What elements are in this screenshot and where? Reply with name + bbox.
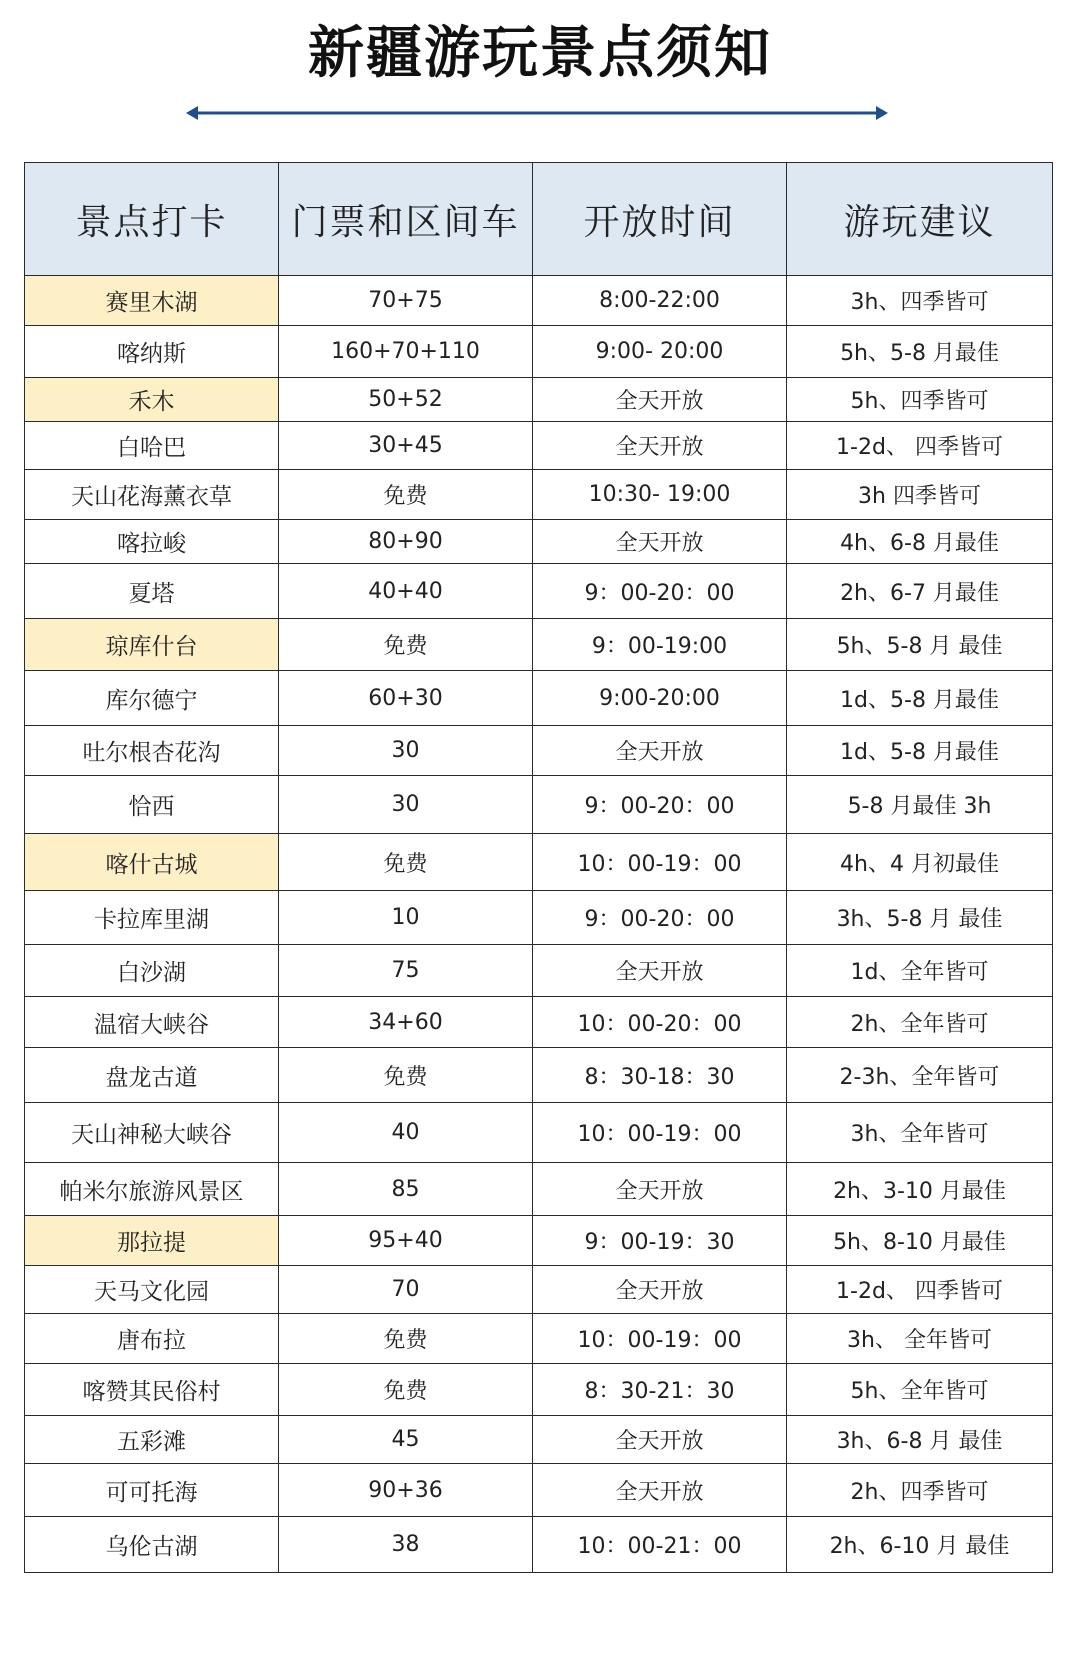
cell-spot: 喀什古城 bbox=[25, 834, 279, 891]
table-row bbox=[25, 1364, 1053, 1416]
cell-spot: 天马文化园 bbox=[25, 1266, 279, 1314]
cell-hours: 全天开放 bbox=[533, 520, 787, 564]
cell-spot: 那拉提 bbox=[25, 1216, 279, 1266]
header-spot: 景点打卡 bbox=[25, 163, 279, 276]
cell-hours: 全天开放 bbox=[533, 1266, 787, 1314]
cell-advice: 5h、5-8 月 最佳 bbox=[787, 619, 1053, 671]
cell-ticket: 34+60 bbox=[279, 997, 533, 1048]
cell-ticket: 45 bbox=[279, 1416, 533, 1464]
cell-spot: 可可托海 bbox=[25, 1464, 279, 1517]
cell-hours: 全天开放 bbox=[533, 726, 787, 776]
table-row bbox=[25, 776, 1053, 834]
cell-hours: 全天开放 bbox=[533, 422, 787, 470]
table-row bbox=[25, 945, 1053, 997]
cell-ticket: 85 bbox=[279, 1163, 533, 1216]
cell-ticket: 40+40 bbox=[279, 564, 533, 619]
cell-ticket: 免费 bbox=[279, 1314, 533, 1364]
cell-advice: 5h、8-10 月最佳 bbox=[787, 1216, 1053, 1266]
cell-hours: 9：00-20：00 bbox=[533, 564, 787, 619]
table-row bbox=[25, 1416, 1053, 1464]
table-row bbox=[25, 671, 1053, 726]
cell-spot: 禾木 bbox=[25, 378, 279, 422]
cell-advice: 1d、5-8 月最佳 bbox=[787, 726, 1053, 776]
cell-advice: 5h、全年皆可 bbox=[787, 1364, 1053, 1416]
cell-hours: 全天开放 bbox=[533, 1416, 787, 1464]
cell-hours: 9:00-20:00 bbox=[533, 671, 787, 726]
cell-ticket: 30 bbox=[279, 726, 533, 776]
cell-ticket: 40 bbox=[279, 1103, 533, 1163]
header-hours: 开放时间 bbox=[533, 163, 787, 276]
cell-hours: 8:00-22:00 bbox=[533, 276, 787, 326]
cell-ticket: 30 bbox=[279, 776, 533, 834]
cell-advice: 3h、5-8 月 最佳 bbox=[787, 891, 1053, 945]
cell-spot: 白哈巴 bbox=[25, 422, 279, 470]
cell-spot: 喀拉峻 bbox=[25, 520, 279, 564]
cell-hours: 9：00-19：30 bbox=[533, 1216, 787, 1266]
cell-spot: 五彩滩 bbox=[25, 1416, 279, 1464]
table-row bbox=[25, 1048, 1053, 1103]
cell-spot: 天山神秘大峡谷 bbox=[25, 1103, 279, 1163]
cell-spot: 夏塔 bbox=[25, 564, 279, 619]
table-row bbox=[25, 422, 1053, 470]
cell-spot: 琼库什台 bbox=[25, 619, 279, 671]
table-row bbox=[25, 726, 1053, 776]
cell-hours: 全天开放 bbox=[533, 378, 787, 422]
cell-ticket: 160+70+110 bbox=[279, 326, 533, 378]
cell-ticket: 50+52 bbox=[279, 378, 533, 422]
cell-advice: 5h、5-8 月最佳 bbox=[787, 326, 1053, 378]
cell-ticket: 38 bbox=[279, 1517, 533, 1573]
cell-ticket: 90+36 bbox=[279, 1464, 533, 1517]
table-row bbox=[25, 1517, 1053, 1573]
cell-advice: 1d、全年皆可 bbox=[787, 945, 1053, 997]
cell-advice: 2h、四季皆可 bbox=[787, 1464, 1053, 1517]
table-header-row bbox=[25, 163, 1053, 276]
header-advice: 游玩建议 bbox=[787, 163, 1053, 276]
cell-hours: 10：00-19：00 bbox=[533, 1103, 787, 1163]
cell-advice: 1d、5-8 月最佳 bbox=[787, 671, 1053, 726]
cell-ticket: 95+40 bbox=[279, 1216, 533, 1266]
table-row bbox=[25, 564, 1053, 619]
cell-ticket: 30+45 bbox=[279, 422, 533, 470]
cell-ticket: 免费 bbox=[279, 470, 533, 520]
cell-hours: 10:30- 19:00 bbox=[533, 470, 787, 520]
table-row bbox=[25, 1216, 1053, 1266]
cell-ticket: 免费 bbox=[279, 1364, 533, 1416]
cell-spot: 喀赞其民俗村 bbox=[25, 1364, 279, 1416]
cell-hours: 10：00-19：00 bbox=[533, 1314, 787, 1364]
table-row bbox=[25, 276, 1053, 326]
cell-ticket: 免费 bbox=[279, 1048, 533, 1103]
cell-hours: 9：00-20：00 bbox=[533, 776, 787, 834]
cell-ticket: 75 bbox=[279, 945, 533, 997]
table-row bbox=[25, 619, 1053, 671]
cell-ticket: 10 bbox=[279, 891, 533, 945]
cell-ticket: 60+30 bbox=[279, 671, 533, 726]
attractions-table bbox=[24, 162, 1053, 1573]
cell-spot: 库尔德宁 bbox=[25, 671, 279, 726]
cell-advice: 2h、6-10 月 最佳 bbox=[787, 1517, 1053, 1573]
cell-advice: 4h、4 月初最佳 bbox=[787, 834, 1053, 891]
cell-spot: 天山花海薰衣草 bbox=[25, 470, 279, 520]
table-row bbox=[25, 1103, 1053, 1163]
table-row bbox=[25, 997, 1053, 1048]
cell-hours: 全天开放 bbox=[533, 945, 787, 997]
cell-spot: 白沙湖 bbox=[25, 945, 279, 997]
table-row bbox=[25, 470, 1053, 520]
cell-spot: 吐尔根杏花沟 bbox=[25, 726, 279, 776]
table-row bbox=[25, 1163, 1053, 1216]
table-row bbox=[25, 1266, 1053, 1314]
cell-spot: 赛里木湖 bbox=[25, 276, 279, 326]
cell-hours: 9：00-20：00 bbox=[533, 891, 787, 945]
table-row bbox=[25, 326, 1053, 378]
cell-ticket: 免费 bbox=[279, 834, 533, 891]
cell-hours: 8：30-18：30 bbox=[533, 1048, 787, 1103]
cell-advice: 3h、四季皆可 bbox=[787, 276, 1053, 326]
cell-hours: 10：00-21：00 bbox=[533, 1517, 787, 1573]
cell-advice: 5-8 月最佳 3h bbox=[787, 776, 1053, 834]
cell-advice: 5h、四季皆可 bbox=[787, 378, 1053, 422]
cell-hours: 全天开放 bbox=[533, 1163, 787, 1216]
cell-spot: 温宿大峡谷 bbox=[25, 997, 279, 1048]
cell-spot: 乌伦古湖 bbox=[25, 1517, 279, 1573]
cell-advice: 2h、3-10 月最佳 bbox=[787, 1163, 1053, 1216]
table-row bbox=[25, 520, 1053, 564]
cell-advice: 3h、6-8 月 最佳 bbox=[787, 1416, 1053, 1464]
cell-spot: 喀纳斯 bbox=[25, 326, 279, 378]
cell-ticket: 80+90 bbox=[279, 520, 533, 564]
table-row bbox=[25, 378, 1053, 422]
cell-advice: 2h、全年皆可 bbox=[787, 997, 1053, 1048]
cell-spot: 卡拉库里湖 bbox=[25, 891, 279, 945]
cell-hours: 10：00-20：00 bbox=[533, 997, 787, 1048]
cell-hours: 9:00- 20:00 bbox=[533, 326, 787, 378]
cell-spot: 恰西 bbox=[25, 776, 279, 834]
cell-advice: 3h 四季皆可 bbox=[787, 470, 1053, 520]
title-divider-arrow bbox=[186, 104, 888, 122]
cell-ticket: 70+75 bbox=[279, 276, 533, 326]
table-row bbox=[25, 1314, 1053, 1364]
table-row bbox=[25, 834, 1053, 891]
cell-advice: 1-2d、 四季皆可 bbox=[787, 422, 1053, 470]
cell-advice: 3h、全年皆可 bbox=[787, 1103, 1053, 1163]
header-ticket: 门票和区间车 bbox=[279, 163, 533, 276]
table-row bbox=[25, 891, 1053, 945]
cell-spot: 盘龙古道 bbox=[25, 1048, 279, 1103]
cell-hours: 全天开放 bbox=[533, 1464, 787, 1517]
cell-hours: 10：00-19：00 bbox=[533, 834, 787, 891]
cell-hours: 9：00-19:00 bbox=[533, 619, 787, 671]
cell-hours: 8：30-21：30 bbox=[533, 1364, 787, 1416]
cell-advice: 3h、 全年皆可 bbox=[787, 1314, 1053, 1364]
cell-ticket: 免费 bbox=[279, 619, 533, 671]
cell-advice: 4h、6-8 月最佳 bbox=[787, 520, 1053, 564]
table-row bbox=[25, 1464, 1053, 1517]
cell-advice: 2h、6-7 月最佳 bbox=[787, 564, 1053, 619]
cell-advice: 1-2d、 四季皆可 bbox=[787, 1266, 1053, 1314]
cell-ticket: 70 bbox=[279, 1266, 533, 1314]
page-title: 新疆游玩景点须知 bbox=[308, 20, 772, 86]
cell-spot: 帕米尔旅游风景区 bbox=[25, 1163, 279, 1216]
cell-advice: 2-3h、全年皆可 bbox=[787, 1048, 1053, 1103]
table-body bbox=[25, 276, 1053, 1573]
cell-spot: 唐布拉 bbox=[25, 1314, 279, 1364]
